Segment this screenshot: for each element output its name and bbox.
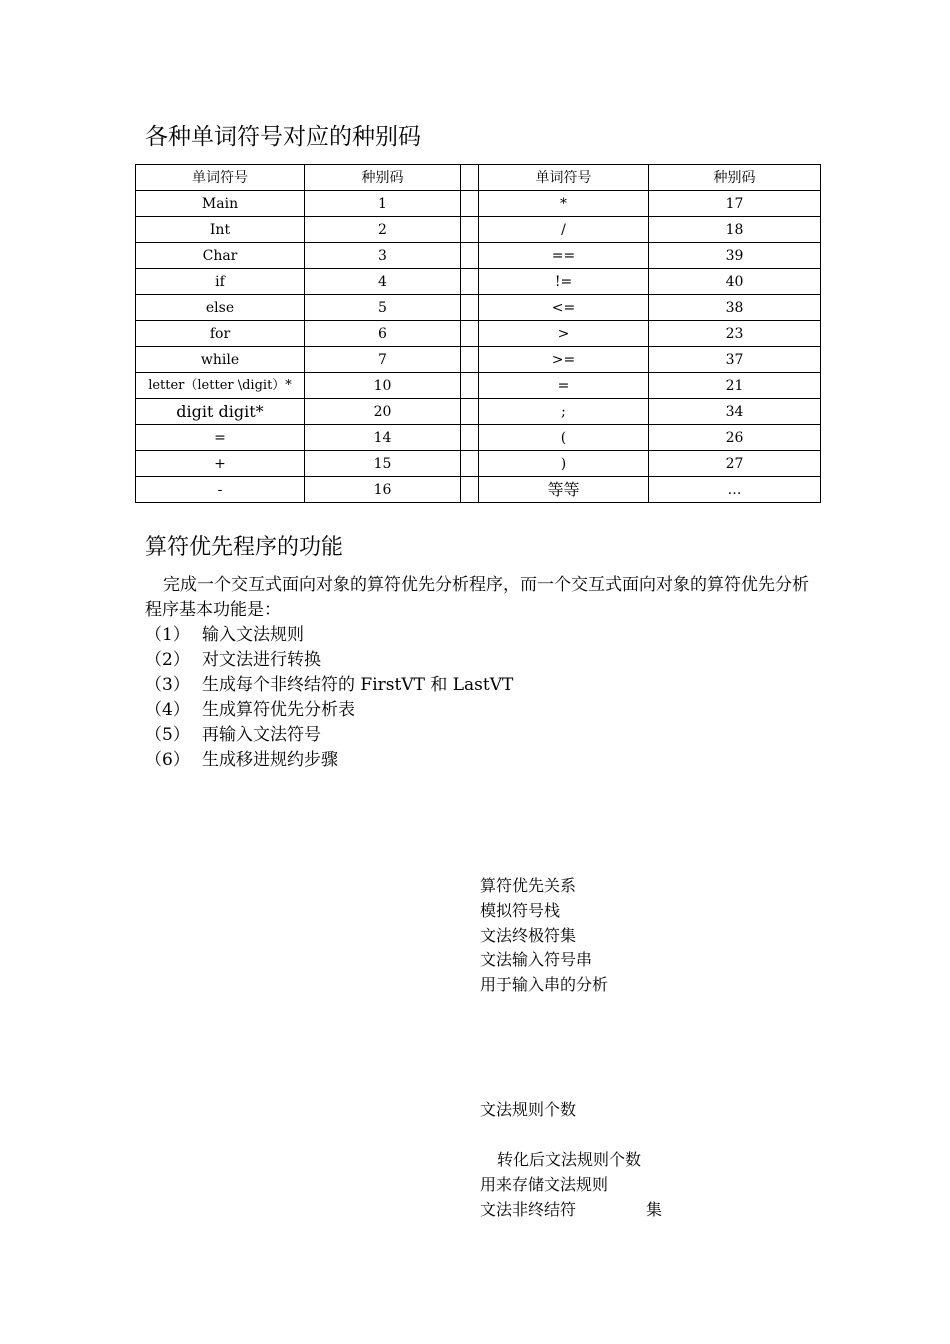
- list-item-number: （2）: [145, 650, 190, 670]
- gap-cell: [461, 217, 479, 243]
- gap-cell: [461, 243, 479, 269]
- table-cell: =: [136, 425, 305, 451]
- section-title-functions: 算符优先程序的功能: [145, 535, 344, 560]
- table-cell: =: [479, 373, 649, 399]
- table-cell: 40: [649, 269, 821, 295]
- note-symbol-stack: 模拟符号栈: [480, 901, 561, 920]
- table-cell: -: [136, 477, 305, 503]
- table-cell: *: [479, 191, 649, 217]
- table-cell: ==: [479, 243, 649, 269]
- table-cell: 20: [305, 399, 461, 425]
- section-title-token-codes: 各种单词符号对应的种别码: [145, 124, 421, 150]
- table-cell: while: [136, 347, 305, 373]
- table-cell: letter（letter \digit）*: [136, 373, 305, 399]
- list-item-number: （3）: [145, 675, 190, 695]
- list-item-text: 再输入文法符号: [202, 725, 321, 745]
- list-item: [145, 623, 513, 648]
- note-priority-relation: 算符优先关系: [480, 876, 577, 895]
- table-cell: 18: [649, 217, 821, 243]
- table-row: [136, 295, 821, 321]
- table-cell: else: [136, 295, 305, 321]
- list-item-number: （4）: [145, 700, 190, 720]
- list-item-text: 对文法进行转换: [202, 650, 321, 670]
- list-item-text: 生成算符优先分析表: [202, 700, 355, 720]
- gap-cell: [461, 321, 479, 347]
- table-row: [136, 425, 821, 451]
- table-cell: ;: [479, 399, 649, 425]
- list-item-number: （6）: [145, 750, 190, 770]
- gap-cell: [461, 191, 479, 217]
- table-cell: Int: [136, 217, 305, 243]
- table-cell: Main: [136, 191, 305, 217]
- table-cell: 3: [305, 243, 461, 269]
- note-nonterminal: 文法非终结符: [480, 1200, 577, 1219]
- table-row: [136, 269, 821, 295]
- table-cell: 27: [649, 451, 821, 477]
- table-row: [136, 321, 821, 347]
- list-item-number: （5）: [145, 725, 190, 745]
- note-terminal-set: 文法终极符集: [480, 926, 577, 945]
- note-rule-count: 文法规则个数: [480, 1100, 577, 1119]
- table-cell: >=: [479, 347, 649, 373]
- list-item: [145, 748, 513, 773]
- table-cell: 7: [305, 347, 461, 373]
- table-row: [136, 451, 821, 477]
- list-item-text: 生成每个非终结符的 FirstVT 和 LastVT: [202, 675, 514, 695]
- gap-cell: [461, 269, 479, 295]
- table-cell: 38: [649, 295, 821, 321]
- gap-cell: [461, 373, 479, 399]
- list-item: [145, 648, 513, 673]
- header-cell: 单词符号: [479, 165, 649, 191]
- table-cell: 14: [305, 425, 461, 451]
- gap-cell: [461, 347, 479, 373]
- token-code-table: [135, 164, 821, 503]
- table-cell: 39: [649, 243, 821, 269]
- gap-cell: [461, 295, 479, 321]
- gap-cell: [461, 165, 479, 191]
- table-cell: ): [479, 451, 649, 477]
- list-item-text: 输入文法规则: [202, 625, 304, 645]
- table-cell: !=: [479, 269, 649, 295]
- table-cell: 4: [305, 269, 461, 295]
- table-row: [136, 477, 821, 503]
- table-cell: 17: [649, 191, 821, 217]
- table-row: [136, 217, 821, 243]
- note-set: 集: [646, 1200, 663, 1219]
- table-row: [136, 191, 821, 217]
- table-row: [136, 243, 821, 269]
- table-header-row: [136, 165, 821, 191]
- table-row: [136, 347, 821, 373]
- table-cell: 15: [305, 451, 461, 477]
- table-cell: /: [479, 217, 649, 243]
- table-cell: 5: [305, 295, 461, 321]
- note-input-string: 文法输入符号串: [480, 950, 593, 969]
- table-cell: 26: [649, 425, 821, 451]
- table-row: [136, 373, 821, 399]
- table-cell: (: [479, 425, 649, 451]
- header-cell: 单词符号: [136, 165, 305, 191]
- note-string-analysis: 用于输入串的分析: [480, 975, 609, 994]
- table-cell: 等等: [479, 477, 649, 503]
- table-cell: 21: [649, 373, 821, 399]
- table-cell: digit digit*: [136, 399, 305, 425]
- table-cell: 1: [305, 191, 461, 217]
- table-cell: for: [136, 321, 305, 347]
- table-cell: +: [136, 451, 305, 477]
- table-cell: 34: [649, 399, 821, 425]
- list-item-number: （1）: [145, 625, 190, 645]
- table-cell: …: [649, 477, 821, 503]
- table-row: [136, 399, 821, 425]
- list-item-text: 生成移进规约步骤: [202, 750, 338, 770]
- gap-cell: [461, 451, 479, 477]
- table-cell: <=: [479, 295, 649, 321]
- gap-cell: [461, 399, 479, 425]
- header-cell: 种别码: [649, 165, 821, 191]
- table-cell: Char: [136, 243, 305, 269]
- table-cell: 23: [649, 321, 821, 347]
- list-item: [145, 723, 513, 748]
- function-list: [145, 623, 513, 773]
- gap-cell: [461, 477, 479, 503]
- table-cell: 6: [305, 321, 461, 347]
- table-cell: 10: [305, 373, 461, 399]
- table-cell: 37: [649, 347, 821, 373]
- gap-cell: [461, 425, 479, 451]
- note-rule-storage: 用来存储文法规则: [480, 1175, 609, 1194]
- table-cell: if: [136, 269, 305, 295]
- table-cell: 2: [305, 217, 461, 243]
- list-item: [145, 673, 513, 698]
- table-cell: >: [479, 321, 649, 347]
- table-cell: 16: [305, 477, 461, 503]
- intro-paragraph: 完成一个交互式面向对象的算符优先分析程序，而一个交互式面向对象的算符优先分析程序基本功能是：: [145, 575, 809, 620]
- note-converted-rule-count: 转化后文法规则个数: [497, 1150, 642, 1169]
- list-item: [145, 698, 513, 723]
- header-cell: 种别码: [305, 165, 461, 191]
